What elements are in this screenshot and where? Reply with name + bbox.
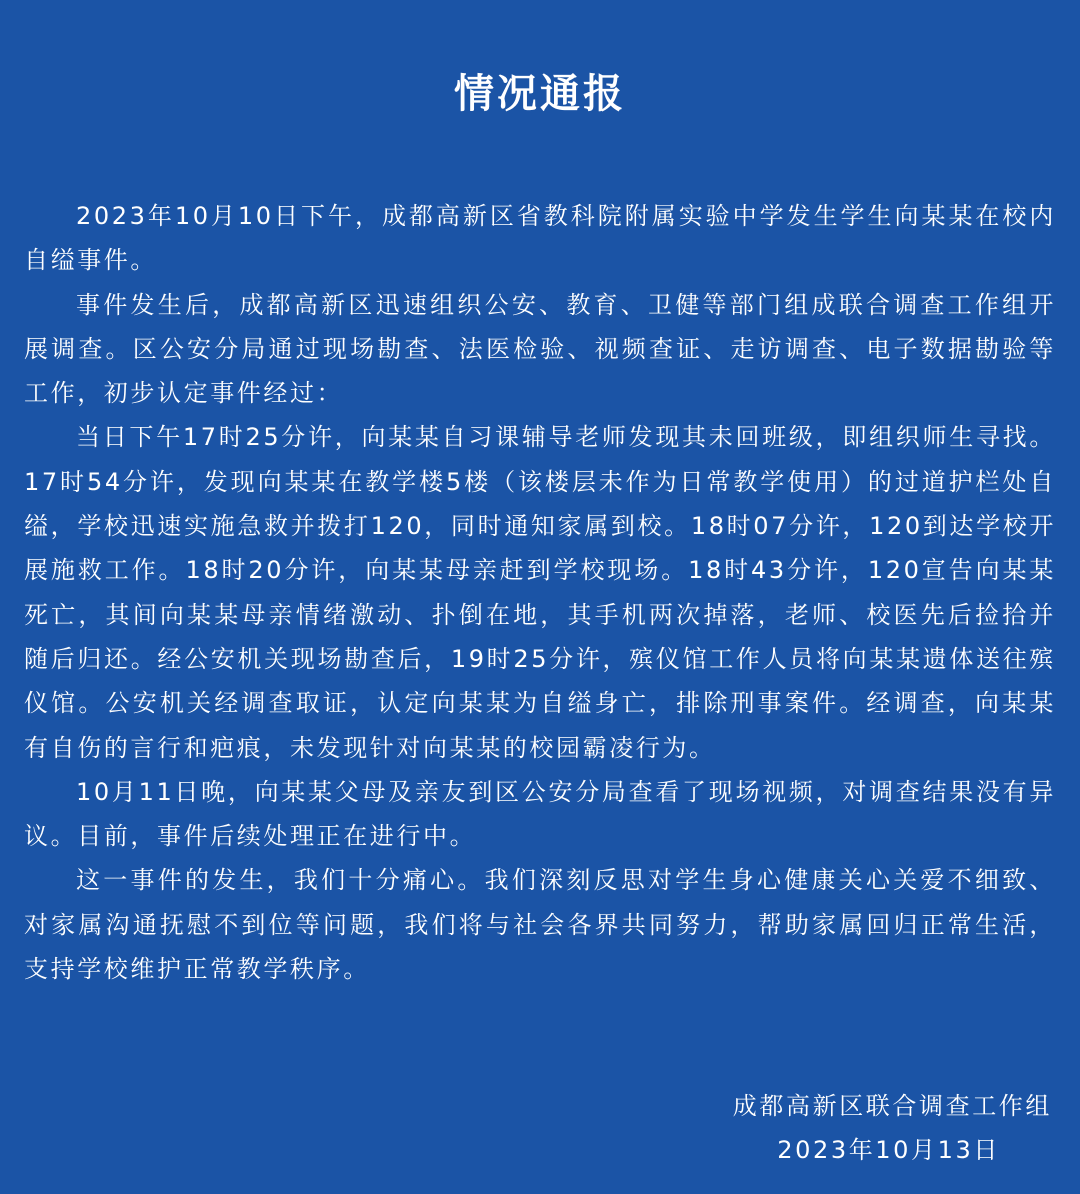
- signature-organization: 成都高新区联合调查工作组: [732, 1092, 1052, 1120]
- paragraph-incident: 2023年10月10日下午，成都高新区省教科院附属实验中学发生学生向某某在校内自缢事件。: [24, 202, 1056, 275]
- paragraph-investigation: 事件发生后，成都高新区迅速组织公安、教育、卫健等部门组成联合调查工作组开展调查。区公安分局通过现场勘查、法医检验、视频查证、走访调查、电子数据勘验等工作，初步认定事件经过：: [24, 290, 1056, 408]
- notice-body: [24, 194, 1056, 991]
- signature-date: 2023年10月13日: [777, 1136, 1000, 1164]
- paragraph-timeline: 当日下午17时25分许，向某某自习课辅导老师发现其未回班级，即组织师生寻找。17时54分许，发现向某某在教学楼5楼（该楼层未作为日常教学使用）的过道护栏处自缢，学校迅速实施急救并拨打120，同时通知家属到校。18时07分许，120到达学校开展施救工作。18时20分许，向某某母亲赶到学校现场。18时43分许，120宣告向某某死亡，其间向某某母亲情绪激动、扑倒在地，其手机两次掉落，老师、校医先后捡拾并随后归还。经公安机关现场勘查后，19时25分许，殡仪馆工作人员将向某某遗体送往殡仪馆。公安机关经调查取证，认定向某某为自缢身亡，排除刑事案件。经调查，向某某有自伤的言行和疤痕，未发现针对向某某的校园霸凌行为。: [24, 423, 1056, 762]
- paragraph-reflection: 这一事件的发生，我们十分痛心。我们深刻反思对学生身心健康关心关爱不细致、对家属沟通抚慰不到位等问题，我们将与社会各界共同努力，帮助家属回归正常生活，支持学校维护正常教学秩序。: [24, 866, 1056, 984]
- paragraph-family-review: 10月11日晚，向某某父母及亲友到区公安分局查看了现场视频，对调查结果没有异议。目前，事件后续处理正在进行中。: [24, 777, 1056, 851]
- signature-block: [733, 1084, 1052, 1172]
- notice-title: 情况通报: [454, 71, 626, 117]
